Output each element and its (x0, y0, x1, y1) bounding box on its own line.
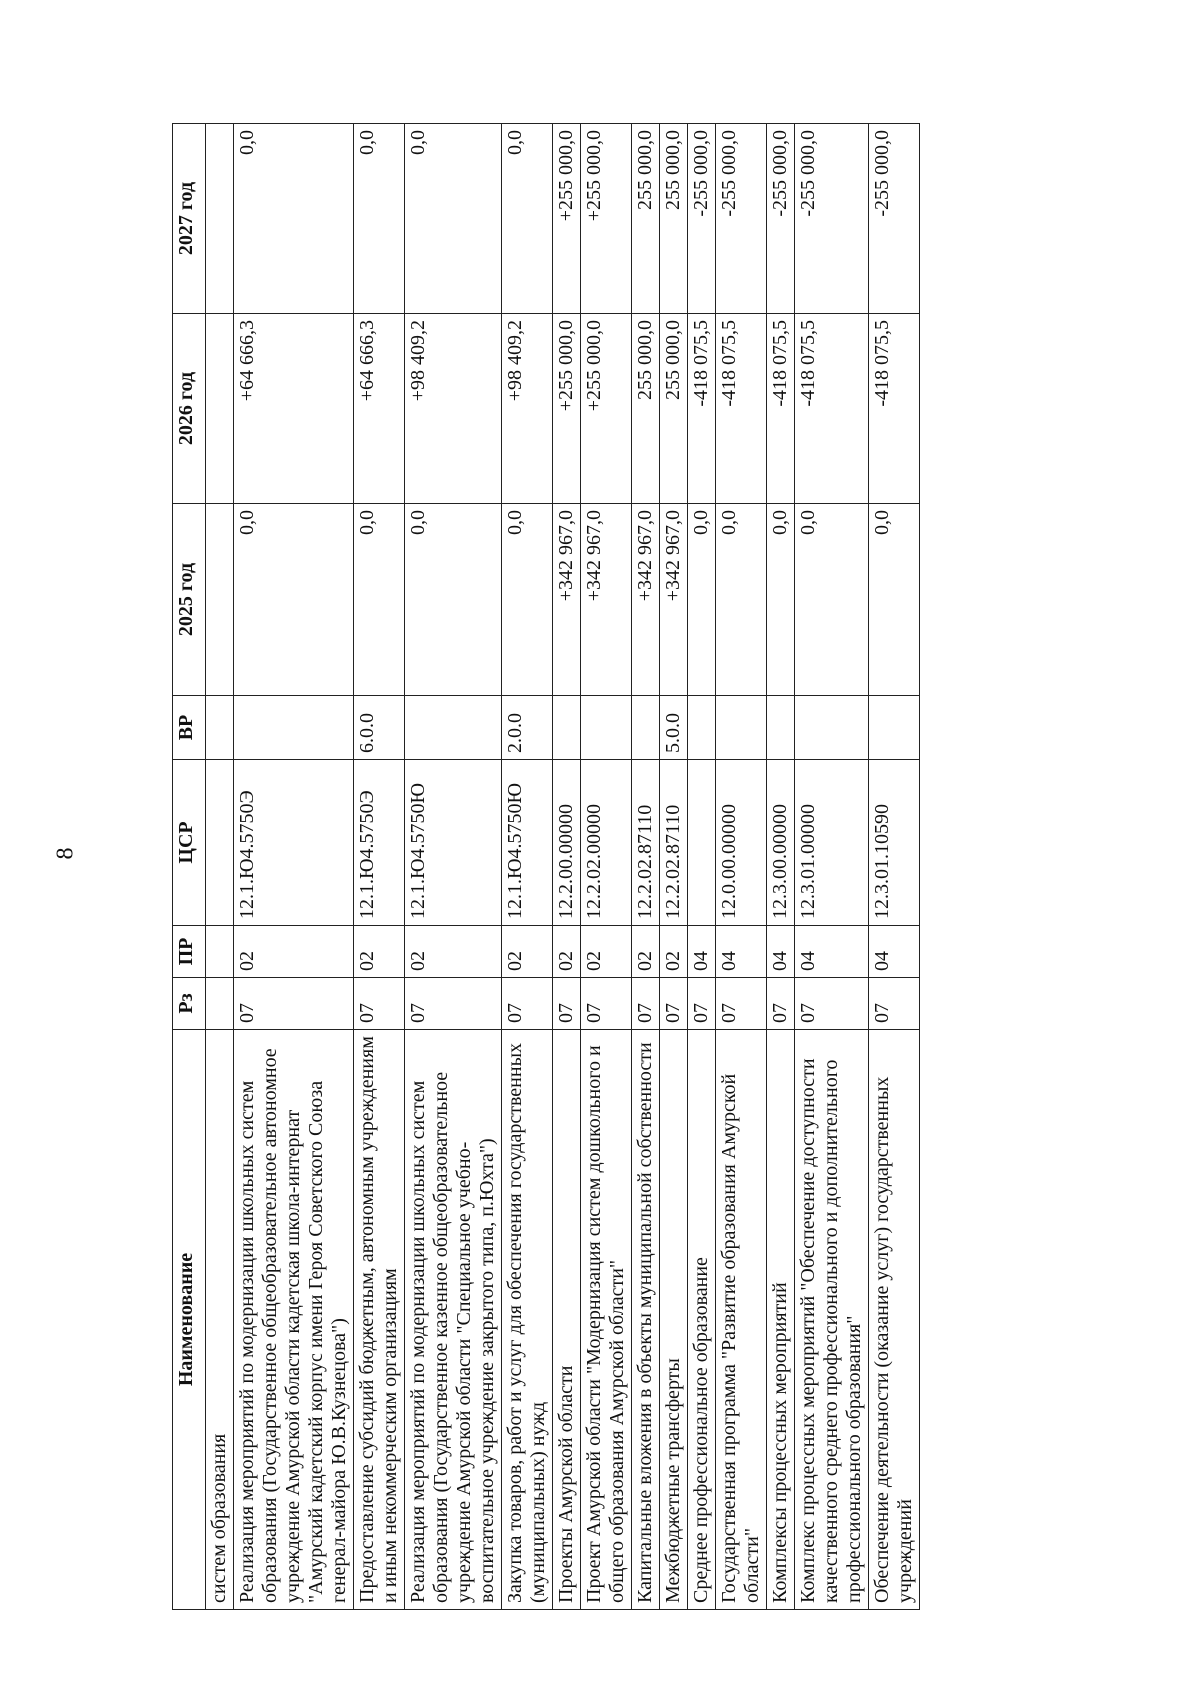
row-csr-cell: 12.2.00.00000 (553, 760, 581, 926)
row-2026-cell: +255 000,0 (553, 314, 581, 504)
table-row (553, 124, 581, 1610)
row-2027-cell: 255 000,0 (660, 124, 688, 314)
row-2026-cell: 255 000,0 (660, 314, 688, 504)
row-rz-cell: 07 (660, 978, 688, 1030)
row-name-cell: Среднее профессиональное образование (688, 1030, 716, 1610)
row-2025-cell: 0,0 (405, 504, 502, 696)
row-rz-cell: 07 (354, 978, 405, 1030)
row-2025-cell: 0,0 (688, 504, 716, 696)
row-2025-cell: 0,0 (716, 504, 767, 696)
row-rz-cell: 07 (767, 978, 795, 1030)
row-vr-cell (206, 696, 234, 760)
row-2027-cell: -255 000,0 (688, 124, 716, 314)
row-2026-cell: +98 409,2 (502, 314, 553, 504)
row-rz-cell: 07 (405, 978, 502, 1030)
row-vr-cell (405, 696, 502, 760)
row-rz-cell: 07 (581, 978, 632, 1030)
row-pr-cell: 02 (502, 926, 553, 978)
table-row (660, 124, 688, 1610)
row-pr-cell: 04 (767, 926, 795, 978)
row-name-cell: Проект Амурской области "Модернизация систем дошкольного и общего образования Амурской области" (581, 1030, 632, 1610)
row-2027-cell: 0,0 (405, 124, 502, 314)
row-2027-cell (206, 124, 234, 314)
row-pr-cell: 02 (354, 926, 405, 978)
row-2027-cell: -255 000,0 (795, 124, 869, 314)
column-header-2025: 2025 год (173, 504, 206, 696)
row-rz-cell: 07 (553, 978, 581, 1030)
row-name-cell: Закупка товаров, работ и услуг для обеспечения государственных (муниципальных) нужд (502, 1030, 553, 1610)
row-csr-cell (688, 760, 716, 926)
row-name-cell: Капитальные вложения в объекты муниципальной собственности (632, 1030, 660, 1610)
row-name-cell: Проекты Амурской области (553, 1030, 581, 1610)
row-rz-cell: 07 (502, 978, 553, 1030)
row-name-cell: Реализация мероприятий по модернизации школьных систем образования (Государственное казенное общеобразовательное учреждение Амурской области "Специальное учебно-воспитательное учреждение закрытого типа, п.Юхта") (405, 1030, 502, 1610)
row-rz-cell: 07 (234, 978, 354, 1030)
row-2025-cell: +342 967,0 (581, 504, 632, 696)
row-vr-cell (581, 696, 632, 760)
row-vr-cell (869, 696, 920, 760)
row-2026-cell: -418 075,5 (688, 314, 716, 504)
row-2027-cell: +255 000,0 (553, 124, 581, 314)
row-vr-cell: 6.0.0 (354, 696, 405, 760)
table-row (795, 124, 869, 1610)
row-rz-cell (206, 978, 234, 1030)
row-2026-cell (206, 314, 234, 504)
row-rz-cell: 07 (716, 978, 767, 1030)
row-vr-cell (234, 696, 354, 760)
table-header-row (173, 124, 206, 1610)
row-name-cell: Комплексы процессных мероприятий (767, 1030, 795, 1610)
row-csr-cell: 12.2.02.87110 (660, 760, 688, 926)
table-row (767, 124, 795, 1610)
row-2025-cell: 0,0 (502, 504, 553, 696)
row-rz-cell: 07 (795, 978, 869, 1030)
row-pr-cell: 02 (581, 926, 632, 978)
row-2027-cell: -255 000,0 (869, 124, 920, 314)
row-pr-cell: 04 (688, 926, 716, 978)
row-2025-cell: 0,0 (234, 504, 354, 696)
row-2025-cell: 0,0 (767, 504, 795, 696)
row-rz-cell: 07 (688, 978, 716, 1030)
column-header-name: Наименование (173, 1030, 206, 1610)
row-2025-cell: +342 967,0 (553, 504, 581, 696)
row-vr-cell (795, 696, 869, 760)
row-pr-cell: 02 (234, 926, 354, 978)
row-csr-cell (206, 760, 234, 926)
row-csr-cell: 12.2.02.00000 (581, 760, 632, 926)
row-2025-cell: +342 967,0 (632, 504, 660, 696)
table-row (234, 124, 354, 1610)
row-2026-cell: -418 075,5 (716, 314, 767, 504)
row-vr-cell: 2.0.0 (502, 696, 553, 760)
row-pr-cell: 02 (405, 926, 502, 978)
row-csr-cell: 12.1.Ю4.5750Э (354, 760, 405, 926)
row-csr-cell: 12.2.02.87110 (632, 760, 660, 926)
column-header-csr: ЦСР (173, 760, 206, 926)
row-name-cell: Государственная программа "Развитие образования Амурской области" (716, 1030, 767, 1610)
row-name-cell: Комплекс процессных мероприятий "Обеспечение доступности качественного среднего профессионального и дополнительного профессионального образования" (795, 1030, 869, 1610)
row-pr-cell: 02 (553, 926, 581, 978)
row-vr-cell (716, 696, 767, 760)
row-name-cell: Обеспечение деятельности (оказание услуг) государственных учреждений (869, 1030, 920, 1610)
row-vr-cell (632, 696, 660, 760)
row-name-cell: систем образования (206, 1030, 234, 1610)
budget-table-container (172, 124, 920, 1610)
row-2027-cell: -255 000,0 (716, 124, 767, 314)
row-2027-cell: -255 000,0 (767, 124, 795, 314)
row-2025-cell: 0,0 (354, 504, 405, 696)
column-header-2027: 2027 год (173, 124, 206, 314)
row-name-cell: Межбюджетные трансферты (660, 1030, 688, 1610)
row-2026-cell: -418 075,5 (767, 314, 795, 504)
row-2026-cell: -418 075,5 (869, 314, 920, 504)
row-2026-cell: +64 666,3 (354, 314, 405, 504)
column-header-vr: ВР (173, 696, 206, 760)
row-2026-cell: 255 000,0 (632, 314, 660, 504)
column-header-2026: 2026 год (173, 314, 206, 504)
row-rz-cell: 07 (632, 978, 660, 1030)
row-csr-cell: 12.0.00.00000 (716, 760, 767, 926)
budget-table (172, 123, 920, 1610)
table-row (581, 124, 632, 1610)
row-pr-cell: 02 (660, 926, 688, 978)
row-csr-cell: 12.1.Ю4.5750Ю (502, 760, 553, 926)
row-rz-cell: 07 (869, 978, 920, 1030)
table-row (502, 124, 553, 1610)
table-row (688, 124, 716, 1610)
row-2027-cell: 0,0 (502, 124, 553, 314)
row-2025-cell: 0,0 (795, 504, 869, 696)
page-number: 8 (52, 847, 79, 860)
row-name-cell: Реализация мероприятий по модернизации школьных систем образования (Государственное общеобразовательное автономное учреждение Амурской области кадетская школа-интернат "Амурский кадетский корпус имени Героя Советского Союза генерал-майора Ю.В.Кузнецова") (234, 1030, 354, 1610)
row-2025-cell: 0,0 (869, 504, 920, 696)
table-row (405, 124, 502, 1610)
row-pr-cell: 04 (795, 926, 869, 978)
row-csr-cell: 12.3.01.00000 (795, 760, 869, 926)
row-2027-cell: 0,0 (234, 124, 354, 314)
row-pr-cell (206, 926, 234, 978)
row-2026-cell: -418 075,5 (795, 314, 869, 504)
table-row (716, 124, 767, 1610)
table-row (354, 124, 405, 1610)
row-pr-cell: 04 (716, 926, 767, 978)
row-2026-cell: +98 409,2 (405, 314, 502, 504)
row-pr-cell: 04 (869, 926, 920, 978)
row-2027-cell: 255 000,0 (632, 124, 660, 314)
row-csr-cell: 12.1.Ю4.5750Э (234, 760, 354, 926)
row-2026-cell: +64 666,3 (234, 314, 354, 504)
row-csr-cell: 12.1.Ю4.5750Ю (405, 760, 502, 926)
row-csr-cell: 12.3.01.10590 (869, 760, 920, 926)
column-header-rz: Рз (173, 978, 206, 1030)
row-vr-cell (688, 696, 716, 760)
row-2026-cell: +255 000,0 (581, 314, 632, 504)
column-header-pr: ПР (173, 926, 206, 978)
row-2027-cell: 0,0 (354, 124, 405, 314)
row-2025-cell (206, 504, 234, 696)
row-pr-cell: 02 (632, 926, 660, 978)
table-row (206, 124, 234, 1610)
row-vr-cell (767, 696, 795, 760)
row-2025-cell: +342 967,0 (660, 504, 688, 696)
row-vr-cell: 5.0.0 (660, 696, 688, 760)
row-name-cell: Предоставление субсидий бюджетным, автономным учреждениям и иным некоммерческим организациям (354, 1030, 405, 1610)
row-vr-cell (553, 696, 581, 760)
row-2027-cell: +255 000,0 (581, 124, 632, 314)
table-row (869, 124, 920, 1610)
row-csr-cell: 12.3.00.00000 (767, 760, 795, 926)
table-row (632, 124, 660, 1610)
